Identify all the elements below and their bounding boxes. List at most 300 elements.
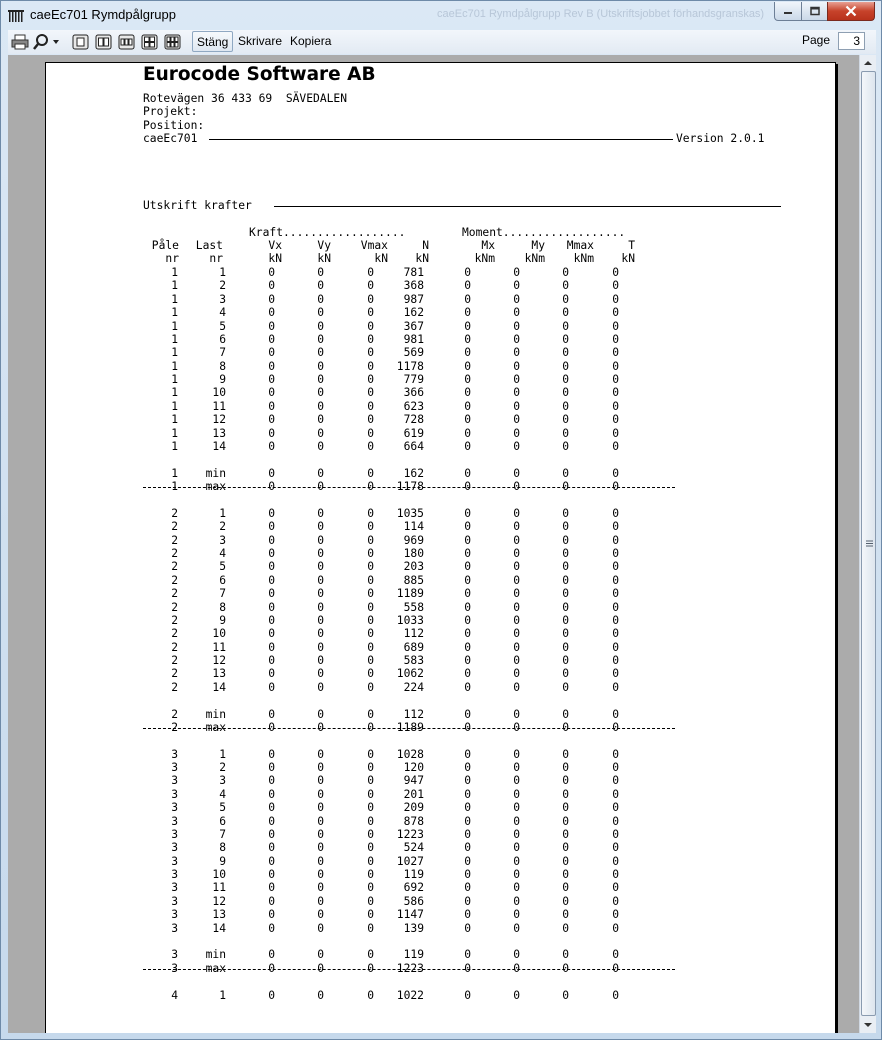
table-cell: 0 [612,908,619,922]
table-cell: 1 [171,279,178,293]
table-cell: 0 [513,881,520,895]
table-cell: 0 [562,600,569,614]
table-cell: 0 [562,306,569,320]
table-cell: 2 [171,600,178,614]
column-unit: kN [268,252,282,265]
table-cell: 878 [403,814,424,828]
table-cell: 120 [403,761,424,775]
table-cell: 0 [612,921,619,935]
table-cell: 0 [612,680,619,694]
table-cell: 0 [367,827,374,841]
table-cell: 1 [171,266,178,279]
table-cell: 0 [317,841,324,855]
summary-cell: 0 [464,961,471,975]
table-cell: 0 [317,747,324,761]
table-cell: 0 [562,546,569,560]
summary-cell: 162 [403,466,424,480]
table-cell: 0 [317,854,324,868]
table-cell: 1 [171,399,178,413]
table-cell: 1223 [396,827,424,841]
table-cell: 0 [268,787,275,801]
table-cell: 558 [403,600,424,614]
column-header: Påle [151,239,179,252]
table-cell: 0 [612,761,619,775]
table-cell: 0 [513,801,520,815]
copy-button[interactable]: Kopiera [290,34,332,48]
table-cell: 3 [171,774,178,788]
table-cell: 0 [268,854,275,868]
table-cell: 14 [212,439,226,453]
table-cell: 0 [367,546,374,560]
table-cell: 0 [562,747,569,761]
table-cell: 112 [403,627,424,641]
table-cell: 3 [171,787,178,801]
column-unit: kNm [524,252,545,265]
table-cell: 0 [268,680,275,694]
table-cell: 0 [464,546,471,560]
table-cell: 0 [562,921,569,935]
table-cell: 0 [464,266,471,279]
table-cell: 0 [268,747,275,761]
table-cell: 0 [464,600,471,614]
table-cell: 0 [317,868,324,882]
table-cell: 3 [171,894,178,908]
summary-cell: 1 [171,480,178,494]
table-cell: 1 [219,266,226,279]
table-cell: 0 [612,841,619,855]
table-cell: 14 [212,680,226,694]
table-cell: 0 [367,346,374,360]
table-cell: 0 [513,814,520,828]
table-cell: 0 [317,587,324,601]
table-cell: 6 [219,573,226,587]
table-cell: 0 [268,640,275,654]
summary-cell: 0 [513,948,520,962]
table-cell: 0 [562,279,569,293]
table-cell: 12 [212,654,226,668]
table-cell: 0 [612,306,619,320]
table-cell: 10 [212,627,226,641]
table-cell: 0 [317,332,324,346]
table-cell: 0 [612,399,619,413]
table-cell: 981 [403,332,424,346]
summary-cell: 0 [317,948,324,962]
table-cell: 0 [464,346,471,360]
table-cell: 0 [317,814,324,828]
table-cell: 1027 [396,854,424,868]
table-cell: 0 [367,332,374,346]
summary-cell: 1 [171,466,178,480]
summary-cell: 0 [367,720,374,734]
group-separator [143,969,675,970]
table-cell: 8 [219,600,226,614]
table-cell: 209 [403,801,424,815]
table-cell: 0 [367,747,374,761]
table-cell: 3 [219,774,226,788]
table-cell: 2 [171,533,178,547]
table-cell: 0 [464,827,471,841]
table-cell: 139 [403,921,424,935]
table-cell: 0 [612,587,619,601]
table-cell: 0 [317,908,324,922]
table-cell: 6 [219,332,226,346]
table-cell: 0 [317,319,324,333]
table-cell: 0 [268,279,275,293]
table-cell: 0 [562,667,569,681]
table-cell: 0 [317,399,324,413]
table-cell: 0 [317,654,324,668]
table-cell: 0 [268,426,275,440]
table-cell: 1 [171,306,178,320]
table-cell: 0 [612,332,619,346]
table-cell: 0 [317,680,324,694]
column-unit: nr [209,252,223,265]
table-cell: 0 [612,413,619,427]
table-cell: 0 [562,560,569,574]
table-cell: 9 [219,613,226,627]
column-header: Vx [268,239,282,252]
table-cell: 0 [513,560,520,574]
table-cell: 0 [612,560,619,574]
table-cell: 12 [212,413,226,427]
summary-cell: 0 [367,480,374,494]
table-cell: 0 [367,854,374,868]
column-unit: kN [374,252,388,265]
table-cell: 781 [403,266,424,279]
summary-cell: 0 [513,480,520,494]
table-cell: 5 [219,319,226,333]
table-cell: 224 [403,680,424,694]
table-cell: 0 [612,359,619,373]
summary-cell: 0 [317,707,324,721]
table-cell: 0 [612,627,619,641]
summary-cell: 0 [268,720,275,734]
summary-cell: 0 [367,948,374,962]
table-cell: 0 [464,841,471,855]
table-cell: 885 [403,573,424,587]
summary-cell: 3 [171,948,178,962]
table-cell: 0 [513,439,520,453]
group-kraft: Kraft.................. [249,226,406,239]
summary-cell: 0 [268,707,275,721]
table-cell: 1189 [396,587,424,601]
table-cell: 0 [513,306,520,320]
table-cell: 0 [612,373,619,387]
table-cell: 0 [562,854,569,868]
table-cell: 3 [171,814,178,828]
summary-cell: 0 [612,948,619,962]
table-cell: 0 [562,841,569,855]
table-cell: 0 [367,613,374,627]
table-cell: 0 [317,386,324,400]
table-cell: 6 [219,814,226,828]
table-cell: 0 [612,774,619,788]
table-cell: 0 [464,439,471,453]
table-cell: 0 [562,266,569,279]
table-cell: 0 [317,306,324,320]
column-unit: kNm [474,252,495,265]
table-cell: 0 [367,319,374,333]
scroll-down-icon[interactable] [860,1017,876,1033]
table-cell: 0 [268,506,275,520]
summary-cell: 0 [612,961,619,975]
summary-cell: 0 [513,466,520,480]
table-cell: 2 [171,613,178,627]
summary-cell: 2 [171,707,178,721]
table-cell: 2 [171,573,178,587]
table-cell: 0 [513,894,520,908]
table-cell: 0 [562,399,569,413]
summary-cell: max [205,480,226,494]
grip-icon [866,540,873,547]
table-cell: 969 [403,533,424,547]
table-cell: 0 [367,881,374,895]
table-cell: 0 [612,506,619,520]
summary-cell: 0 [562,961,569,975]
table-cell: 1 [171,426,178,440]
scroll-up-icon[interactable] [860,55,876,71]
table-cell: 1 [219,506,226,520]
table-cell: 0 [513,841,520,855]
table-cell: 0 [317,787,324,801]
table-cell: 0 [464,573,471,587]
table-cell: 0 [612,827,619,841]
table-cell: 0 [367,774,374,788]
table-cell: 8 [219,359,226,373]
table-cell: 14 [212,921,226,935]
table-cell: 0 [464,359,471,373]
table-cell: 12 [212,894,226,908]
table-cell: 0 [612,520,619,534]
table-cell: 1147 [396,908,424,922]
table-cell: 0 [562,346,569,360]
summary-cell: 0 [268,961,275,975]
table-cell: 0 [513,680,520,694]
table-cell: 0 [562,332,569,346]
table-cell: 0 [464,587,471,601]
summary-cell: 0 [513,961,520,975]
table-cell: 0 [562,827,569,841]
table-cell: 0 [268,573,275,587]
table-cell: 180 [403,546,424,560]
table-cell: 1 [171,319,178,333]
summary-cell: 3 [171,961,178,975]
table-cell: 0 [562,881,569,895]
table-cell: 0 [513,533,520,547]
table-cell: 0 [367,399,374,413]
table-cell: 2 [171,546,178,560]
table-cell: 0 [367,560,374,574]
table-cell: 0 [367,787,374,801]
table-cell: 0 [268,881,275,895]
table-cell: 0 [464,319,471,333]
table-cell: 0 [268,359,275,373]
table-cell: 3 [171,921,178,935]
table-cell: 0 [562,533,569,547]
table-cell: 0 [513,373,520,387]
table-cell: 0 [562,680,569,694]
table-cell: 1 [171,439,178,453]
page-label: Page [802,33,831,47]
table-cell: 0 [612,426,619,440]
table-cell: 0 [367,359,374,373]
vertical-scrollbar[interactable] [859,55,876,1033]
table-cell: 0 [268,439,275,453]
table-cell: 0 [464,814,471,828]
table-cell: 0 [317,292,324,306]
summary-cell: 0 [612,720,619,734]
table-cell: 0 [268,761,275,775]
table-cell: 0 [464,881,471,895]
table-cell: 9 [219,854,226,868]
table-cell: 3 [171,841,178,855]
section-title: Utskrift krafter [143,199,252,212]
table-cell: 0 [317,346,324,360]
table-cell: 0 [268,533,275,547]
table-cell: 0 [562,520,569,534]
table-cell: 0 [367,627,374,641]
table-cell: 0 [367,801,374,815]
table-cell: 0 [367,266,374,279]
table-cell: 2 [219,520,226,534]
table-cell: 0 [367,439,374,453]
summary-cell: 0 [562,948,569,962]
company-address: Rotevägen 36 433 69 SÄVEDALEN [143,92,348,105]
table-cell: 0 [513,640,520,654]
table-cell: 0 [464,761,471,775]
table-cell: 0 [367,680,374,694]
group-separator [143,487,675,488]
table-cell: 0 [367,506,374,520]
table-cell: 0 [464,399,471,413]
column-header: Mx [481,239,495,252]
table-cell: 0 [268,814,275,828]
column-header: Mmax [566,239,594,252]
table-cell: 0 [562,426,569,440]
summary-cell: 0 [464,707,471,721]
table-cell: 0 [268,306,275,320]
table-cell: 0 [513,600,520,614]
summary-cell: 0 [367,466,374,480]
scroll-thumb[interactable] [861,71,876,1016]
table-cell: 692 [403,881,424,895]
summary-cell: 0 [562,720,569,734]
table-cell: 0 [268,413,275,427]
table-cell: 0 [513,426,520,440]
table-cell: 0 [612,533,619,547]
summary-cell: 1189 [396,720,424,734]
table-cell: 0 [464,680,471,694]
table-cell: 0 [268,841,275,855]
table-cell: 1035 [396,506,424,520]
table-cell: 0 [464,908,471,922]
table-cell: 0 [268,921,275,935]
program-version: Version 2.0.1 [676,132,765,145]
column-unit: nr [165,252,179,265]
table-cell: 119 [403,868,424,882]
table-cell: 3 [171,908,178,922]
table-cell: 0 [562,654,569,668]
table-cell: 0 [268,587,275,601]
table-cell: 7 [219,587,226,601]
table-cell: 0 [513,413,520,427]
table-cell: 0 [513,613,520,627]
window-title: caeEc701 Rymdpålgrupp [30,7,176,22]
table-cell: 0 [513,386,520,400]
table-cell: 0 [513,359,520,373]
table-cell: 1 [171,332,178,346]
table-cell: 2 [219,279,226,293]
table-cell: 0 [562,868,569,882]
table-cell: 0 [268,868,275,882]
table-cell: 0 [464,921,471,935]
table-cell: 13 [212,426,226,440]
table-cell: 0 [464,894,471,908]
summary-cell: 0 [562,466,569,480]
table-cell: 0 [268,600,275,614]
print-button[interactable]: Skrivare [238,34,283,48]
close-preview-button[interactable]: Stäng [192,31,233,52]
table-cell: 11 [212,640,226,654]
table-cell: 0 [317,627,324,641]
table-cell: 0 [513,827,520,841]
column-unit: kN [621,252,635,265]
table-cell: 0 [513,761,520,775]
table-cell: 0 [513,908,520,922]
table-cell: 0 [367,292,374,306]
table-cell: 3 [171,747,178,761]
position-label: Position: [143,119,205,132]
table-cell: 0 [464,533,471,547]
table-cell: 1062 [396,667,424,681]
table-cell: 0 [562,439,569,453]
summary-cell: max [205,720,226,734]
table-cell: 0 [268,520,275,534]
column-header: My [531,239,545,252]
table-cell: 3 [171,868,178,882]
table-cell: 0 [562,761,569,775]
table-cell: 3 [219,292,226,306]
section-rule [274,206,781,207]
summary-cell: 0 [317,466,324,480]
table-cell: 0 [367,573,374,587]
table-cell: 0 [317,894,324,908]
header-rule [209,139,673,140]
table-cell: 0 [268,654,275,668]
table-cell: 5 [219,560,226,574]
table-cell: 3 [171,881,178,895]
table-cell: 0 [562,988,569,1002]
table-cell: 779 [403,373,424,387]
table-cell: 0 [464,386,471,400]
table-cell: 664 [403,439,424,453]
table-cell: 0 [464,627,471,641]
table-cell: 0 [464,413,471,427]
table-cell: 0 [562,787,569,801]
table-cell: 0 [562,373,569,387]
table-cell: 0 [367,279,374,293]
table-cell: 0 [562,814,569,828]
table-cell: 0 [513,573,520,587]
table-cell: 1022 [396,988,424,1002]
table-cell: 0 [317,266,324,279]
table-cell: 2 [171,640,178,654]
column-header: Vy [317,239,331,252]
table-cell: 0 [612,292,619,306]
table-cell: 0 [268,319,275,333]
table-cell: 0 [268,988,275,1002]
table-cell: 0 [612,546,619,560]
